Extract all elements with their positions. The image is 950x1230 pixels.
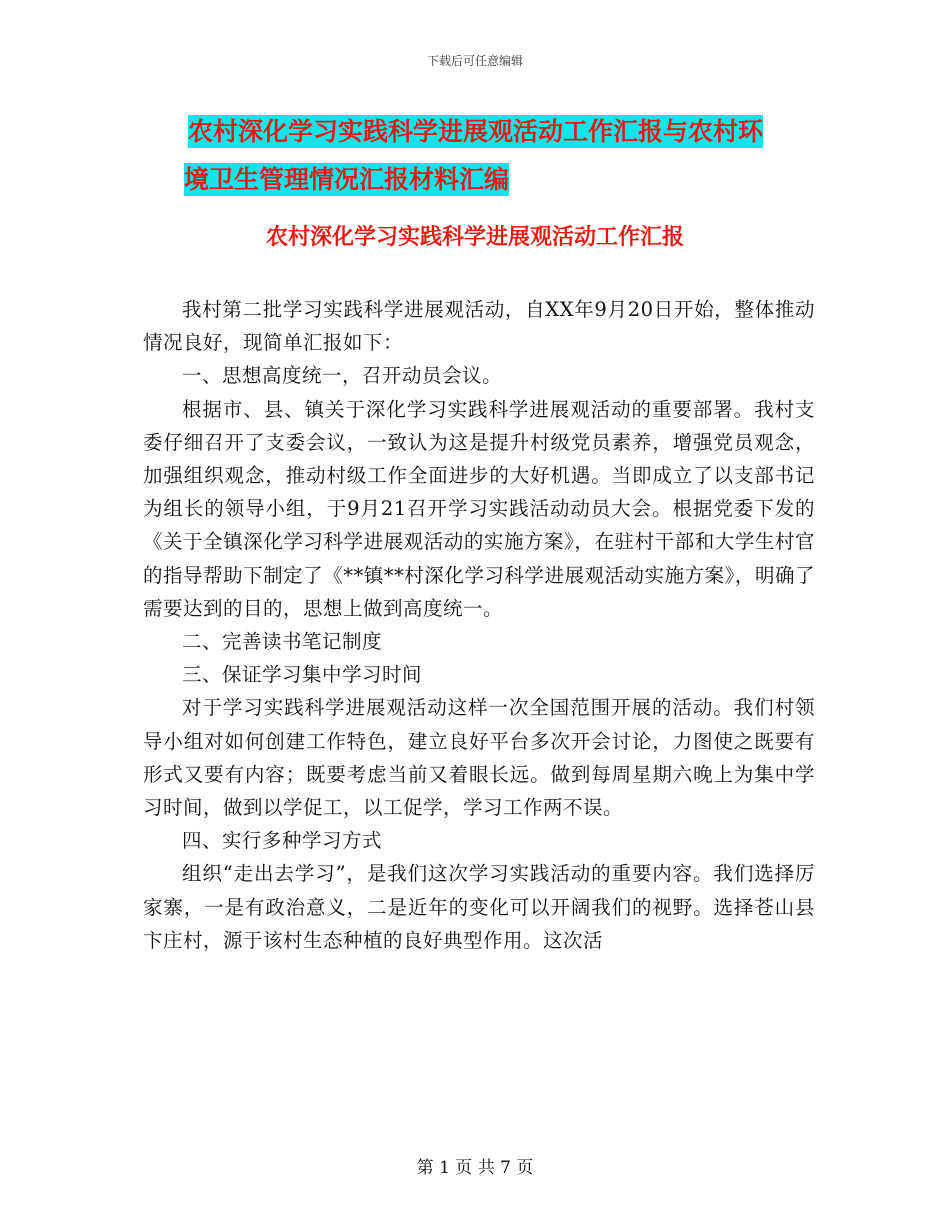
paragraph: 组织“走出去学习”，是我们这次学习实践活动的重要内容。我们选择厉家寨，一是有政治意义，二是近年的变化可以开阔我们的视野。选择苍山县卞庄村，源于该村生态种植的良好典型作用。这次活 <box>143 862 815 952</box>
paragraph: 四、实行多种学习方式 <box>182 829 383 853</box>
paragraph: 二、完善读书笔记制度 <box>182 630 383 654</box>
paragraph: 根据市、县、镇关于深化学习实践科学进展观活动的重要部署。我村支委仔细召开了支委会议，一致认为这是提升村级党员素养，增强党员观念，加强组织观念，推动村级工作全面进步的大好机遇。当即成立了以支部书记为组长的领导小组，于9月21召开学习实践活动动员大会。根据党委下发的《关于全镇深化学习科学进展观活动的实施方案》，在驻村干部和大学生村官的指导帮助下制定了《**镇**村深化学习科学进展观活动实施方案》，明确了需要达到的目的，思想上做到高度统一。 <box>143 397 815 620</box>
document-body <box>143 293 815 957</box>
paragraph: 我村第二批学习实践科学进展观活动，自XX年9月20日开始，整体推动情况良好，现简单汇报如下： <box>143 298 815 355</box>
paragraph: 对于学习实践科学进展观活动这样一次全国范围开展的活动。我们村领导小组对如何创建工作特色，建立良好平台多次开会讨论，力图使之既要有形式又要有内容；既要考虑当前又着眼长远。做到每周星期六晚上为集中学习时间，做到以学促工，以工促学，学习工作两不误。 <box>143 696 815 820</box>
title-line-1-text: 农村深化学习实践科学进展观活动工作汇报与农村环 <box>188 117 764 146</box>
paragraph: 三、保证学习集中学习时间 <box>182 663 423 687</box>
page-number: 第 1 页 共 7 页 <box>416 1158 534 1178</box>
header-note: 下载后可任意编辑 <box>426 54 523 68</box>
title-line-1 <box>140 108 840 156</box>
title-line-2-text: 境卫生管理情况汇报材料汇编 <box>184 165 510 194</box>
paragraph: 一、思想高度统一，召开动员会议。 <box>182 364 503 388</box>
title-line-2 <box>140 156 840 204</box>
document-title <box>140 108 840 204</box>
section-title: 农村深化学习实践科学进展观活动工作汇报 <box>265 225 684 250</box>
